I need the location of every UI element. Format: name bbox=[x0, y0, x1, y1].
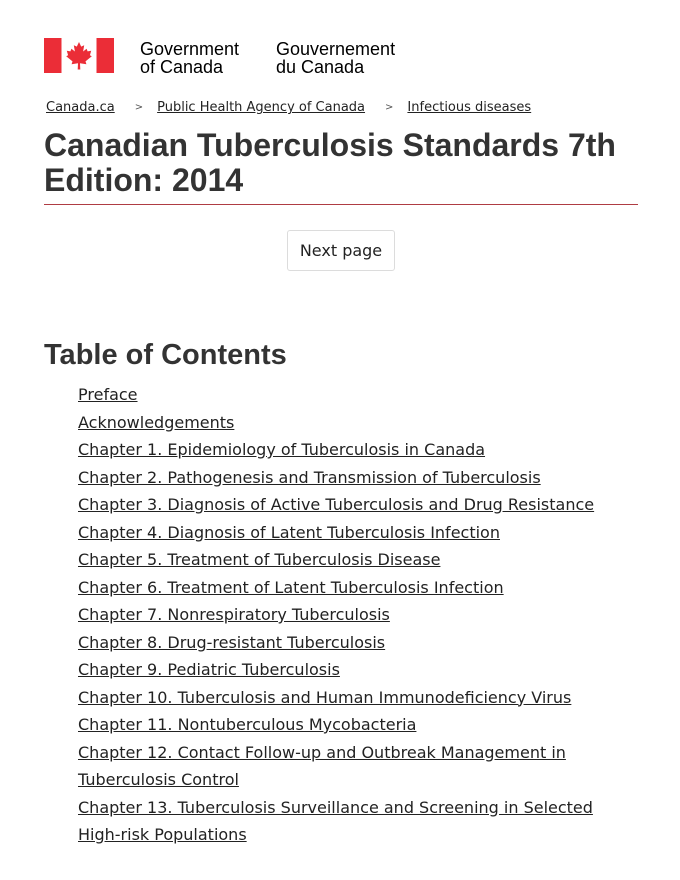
next-page-button[interactable]: Next page bbox=[287, 230, 395, 271]
government-of-canada-signature[interactable] bbox=[44, 38, 396, 77]
breadcrumb-link-canada-ca[interactable]: Canada.ca bbox=[46, 100, 115, 115]
list-item bbox=[78, 574, 628, 602]
title-divider bbox=[44, 204, 638, 205]
list-item bbox=[78, 464, 628, 492]
toc-link-acknowledgements[interactable]: Acknowledgements bbox=[78, 412, 235, 432]
wordmark-en-line-2: of Canada bbox=[140, 57, 224, 77]
wordmark-english bbox=[140, 40, 239, 76]
toc-link-chapter-2[interactable]: Chapter 2. Pathogenesis and Transmission of Tuberculosis bbox=[78, 467, 541, 487]
list-item bbox=[78, 794, 628, 849]
toc-link-chapter-3[interactable]: Chapter 3. Diagnosis of Active Tuberculosis and Drug Resistance bbox=[78, 495, 595, 514]
list-item bbox=[78, 491, 628, 519]
toc-link-chapter-13[interactable]: Chapter 13. Tuberculosis Surveillance and Screening in Selected High-risk Populations bbox=[78, 797, 593, 844]
breadcrumb bbox=[46, 99, 531, 117]
toc-link-chapter-5[interactable]: Chapter 5. Treatment of Tuberculosis Disease bbox=[78, 550, 441, 569]
wordmark-fr-line-2: du Canada bbox=[276, 57, 365, 77]
toc-link-chapter-12[interactable]: Chapter 12. Contact Follow-up and Outbreak Management in Tuberculosis Control bbox=[78, 742, 566, 789]
toc-list bbox=[78, 381, 628, 849]
toc-heading: Table of Contents bbox=[44, 339, 287, 371]
list-item bbox=[78, 711, 628, 739]
list-item bbox=[78, 684, 628, 712]
breadcrumb-separator: > bbox=[385, 102, 394, 113]
canada-flag-icon bbox=[44, 38, 114, 73]
breadcrumb-link-infectious-diseases[interactable]: Infectious diseases bbox=[407, 100, 532, 115]
toc-link-preface[interactable]: Preface bbox=[78, 385, 138, 404]
toc-link-chapter-7[interactable]: Chapter 7. Nonrespiratory Tuberculosis bbox=[78, 605, 390, 624]
toc-link-chapter-11[interactable]: Chapter 11. Nontuberculous Mycobacteria bbox=[78, 715, 417, 734]
toc-link-chapter-4[interactable]: Chapter 4. Diagnosis of Latent Tuberculosis Infection bbox=[78, 522, 500, 542]
list-item bbox=[78, 381, 628, 409]
toc-link-chapter-10[interactable]: Chapter 10. Tuberculosis and Human Immunodeficiency Virus bbox=[78, 687, 572, 707]
wordmark-fr-line-1: Gouvernement bbox=[276, 39, 396, 59]
toc-link-chapter-8[interactable]: Chapter 8. Drug-resistant Tuberculosis bbox=[78, 632, 386, 652]
list-item bbox=[78, 739, 628, 794]
list-item bbox=[78, 601, 628, 629]
list-item bbox=[78, 409, 628, 437]
list-item bbox=[78, 656, 628, 684]
toc-link-chapter-9[interactable]: Chapter 9. Pediatric Tuberculosis bbox=[78, 660, 340, 679]
toc-link-chapter-6[interactable]: Chapter 6. Treatment of Latent Tuberculosis Infection bbox=[78, 577, 504, 597]
wordmark-en-line-1: Government bbox=[140, 39, 240, 59]
list-item bbox=[78, 546, 628, 574]
list-item bbox=[78, 629, 628, 657]
toc-link-chapter-1[interactable]: Chapter 1. Epidemiology of Tuberculosis in Canada bbox=[78, 440, 486, 459]
wordmark-french bbox=[276, 40, 395, 76]
page-title: Canadian Tuberculosis Standards 7th Edition: 2014 bbox=[44, 127, 616, 198]
list-item bbox=[78, 436, 628, 464]
breadcrumb-separator: > bbox=[134, 102, 144, 113]
breadcrumb-link-phac[interactable]: Public Health Agency of Canada bbox=[157, 100, 366, 115]
list-item bbox=[78, 519, 628, 547]
